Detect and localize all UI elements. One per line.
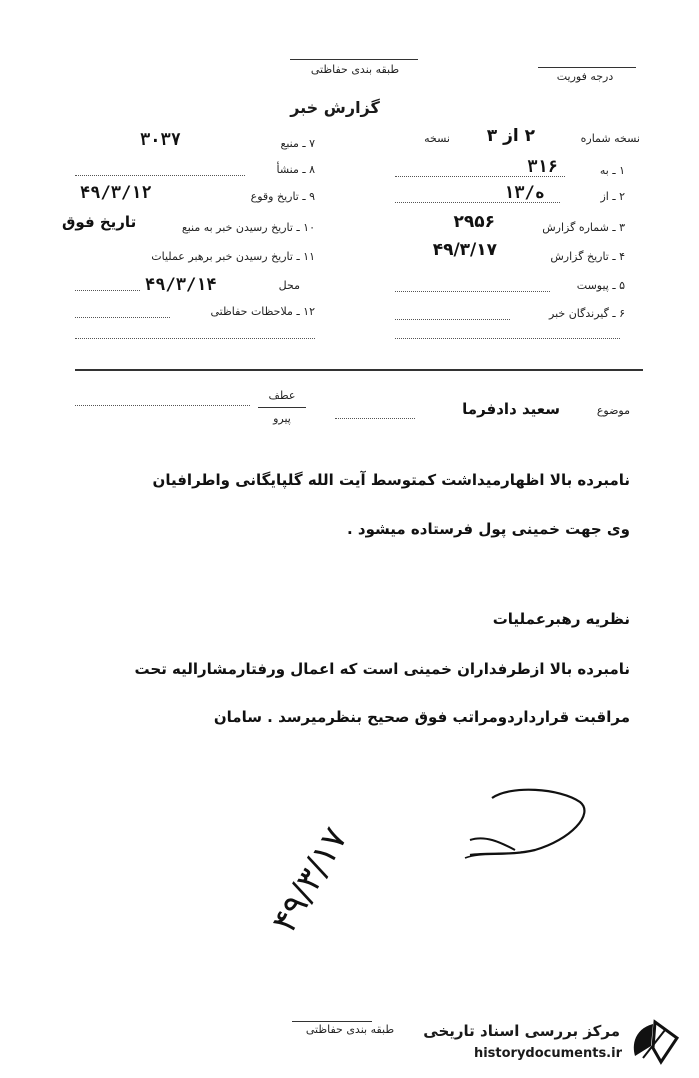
report-date-value: ۴۹/۳/۱۷ xyxy=(432,240,497,260)
copy-number-label: نسخه شماره xyxy=(580,132,640,145)
to-label: ۱ ـ به xyxy=(599,164,625,177)
body-para2-line1: نامبرده بالا ازطرفداران خمینی است که اعمال ورفتارمشارالیه تحت xyxy=(134,660,630,678)
report-number-label: ۳ ـ شماره گزارش xyxy=(542,221,625,234)
report-title: گزارش خبر xyxy=(290,98,380,117)
watermark-logo-icon xyxy=(625,1016,685,1068)
body-para1-line2: وی جهت خمینی پول فرستاده میشود . xyxy=(346,520,630,538)
opinion-heading: نظریه رهبرعملیات xyxy=(492,610,630,628)
notes-dots xyxy=(75,317,170,318)
watermark-title: مرکز بررسی اسناد تاریخی xyxy=(423,1022,620,1040)
attachment-label: ۵ ـ پیوست xyxy=(576,279,625,292)
reference-dots xyxy=(75,405,250,406)
report-date-label: ۴ ـ تاریخ گزارش xyxy=(550,250,625,263)
handwritten-date: ۴۹/۳/۱۷ xyxy=(264,820,356,940)
to-value: ۳۱۶ xyxy=(527,157,558,177)
received-ops-label: ۱۱ ـ تاریخ رسیدن خبر برهبر عملیات xyxy=(151,250,315,263)
event-date-label: ۹ ـ تاریخ وقوع xyxy=(250,190,315,203)
source-value: ۳۰۳۷ xyxy=(140,130,181,150)
place-label: محل xyxy=(278,279,300,292)
copy-value: ۲ از ۳ xyxy=(486,126,535,146)
attachment-dots xyxy=(395,291,550,292)
to-dots xyxy=(395,176,565,177)
received-source-value: تاریخ فوق xyxy=(62,213,137,231)
recipients-label: ۶ ـ گیرندگان خبر xyxy=(549,307,625,320)
received-source-label: ۱۰ ـ تاریخ رسیدن خبر به منبع xyxy=(181,221,315,234)
origin-label: ۸ ـ منشأ xyxy=(276,163,315,176)
peyro-label: پیرو xyxy=(273,412,291,425)
classification-header: طبقه بندی حفاظتی xyxy=(310,63,400,76)
section-divider xyxy=(75,369,643,371)
atf-label: عطف xyxy=(268,389,296,402)
classification-rule xyxy=(290,59,418,60)
recipients-dots xyxy=(395,319,510,320)
subject-dots xyxy=(335,418,415,419)
place-dots xyxy=(75,290,140,291)
copy-from-label: نسخه xyxy=(424,132,450,145)
from-dots xyxy=(395,202,560,203)
event-date-value: ۴۹/۳/۱۲ xyxy=(80,183,152,203)
from-value: ۱۳/ه xyxy=(504,183,545,203)
place-value: ۴۹/۳/۱۴ xyxy=(145,275,217,295)
notes-label: ۱۲ ـ ملاحظات حفاظتی xyxy=(210,305,315,318)
origin-dots xyxy=(75,175,245,176)
atf-rule xyxy=(258,407,306,408)
urgency-label: درجه فوریت xyxy=(556,70,614,83)
source-label: ۷ ـ منبع xyxy=(280,137,315,150)
footer-rule xyxy=(292,1021,372,1022)
body-para2-line2: مراقبت قرارداردومراتب فوق صحیح بنظرمیرسد . سامان xyxy=(213,708,630,726)
notes-dots-2 xyxy=(75,338,315,339)
from-label: ۲ ـ از xyxy=(600,190,625,203)
footer-classification: طبقه بندی حفاظتی xyxy=(305,1023,395,1036)
subject-label: موضوع xyxy=(596,404,630,417)
report-number-value: ۲۹۵۶ xyxy=(453,212,495,232)
signature-mark xyxy=(440,780,610,880)
body-para1-line1: نامبرده بالا اظهارمیداشت کمتوسط آیت الله گلپایگانی واطرافیان xyxy=(152,471,630,489)
subject-value: سعید دادفرما xyxy=(462,400,560,418)
recipients-dots-2 xyxy=(395,338,620,339)
urgency-rule xyxy=(538,67,636,68)
watermark-url: historydocuments.ir xyxy=(473,1046,622,1061)
